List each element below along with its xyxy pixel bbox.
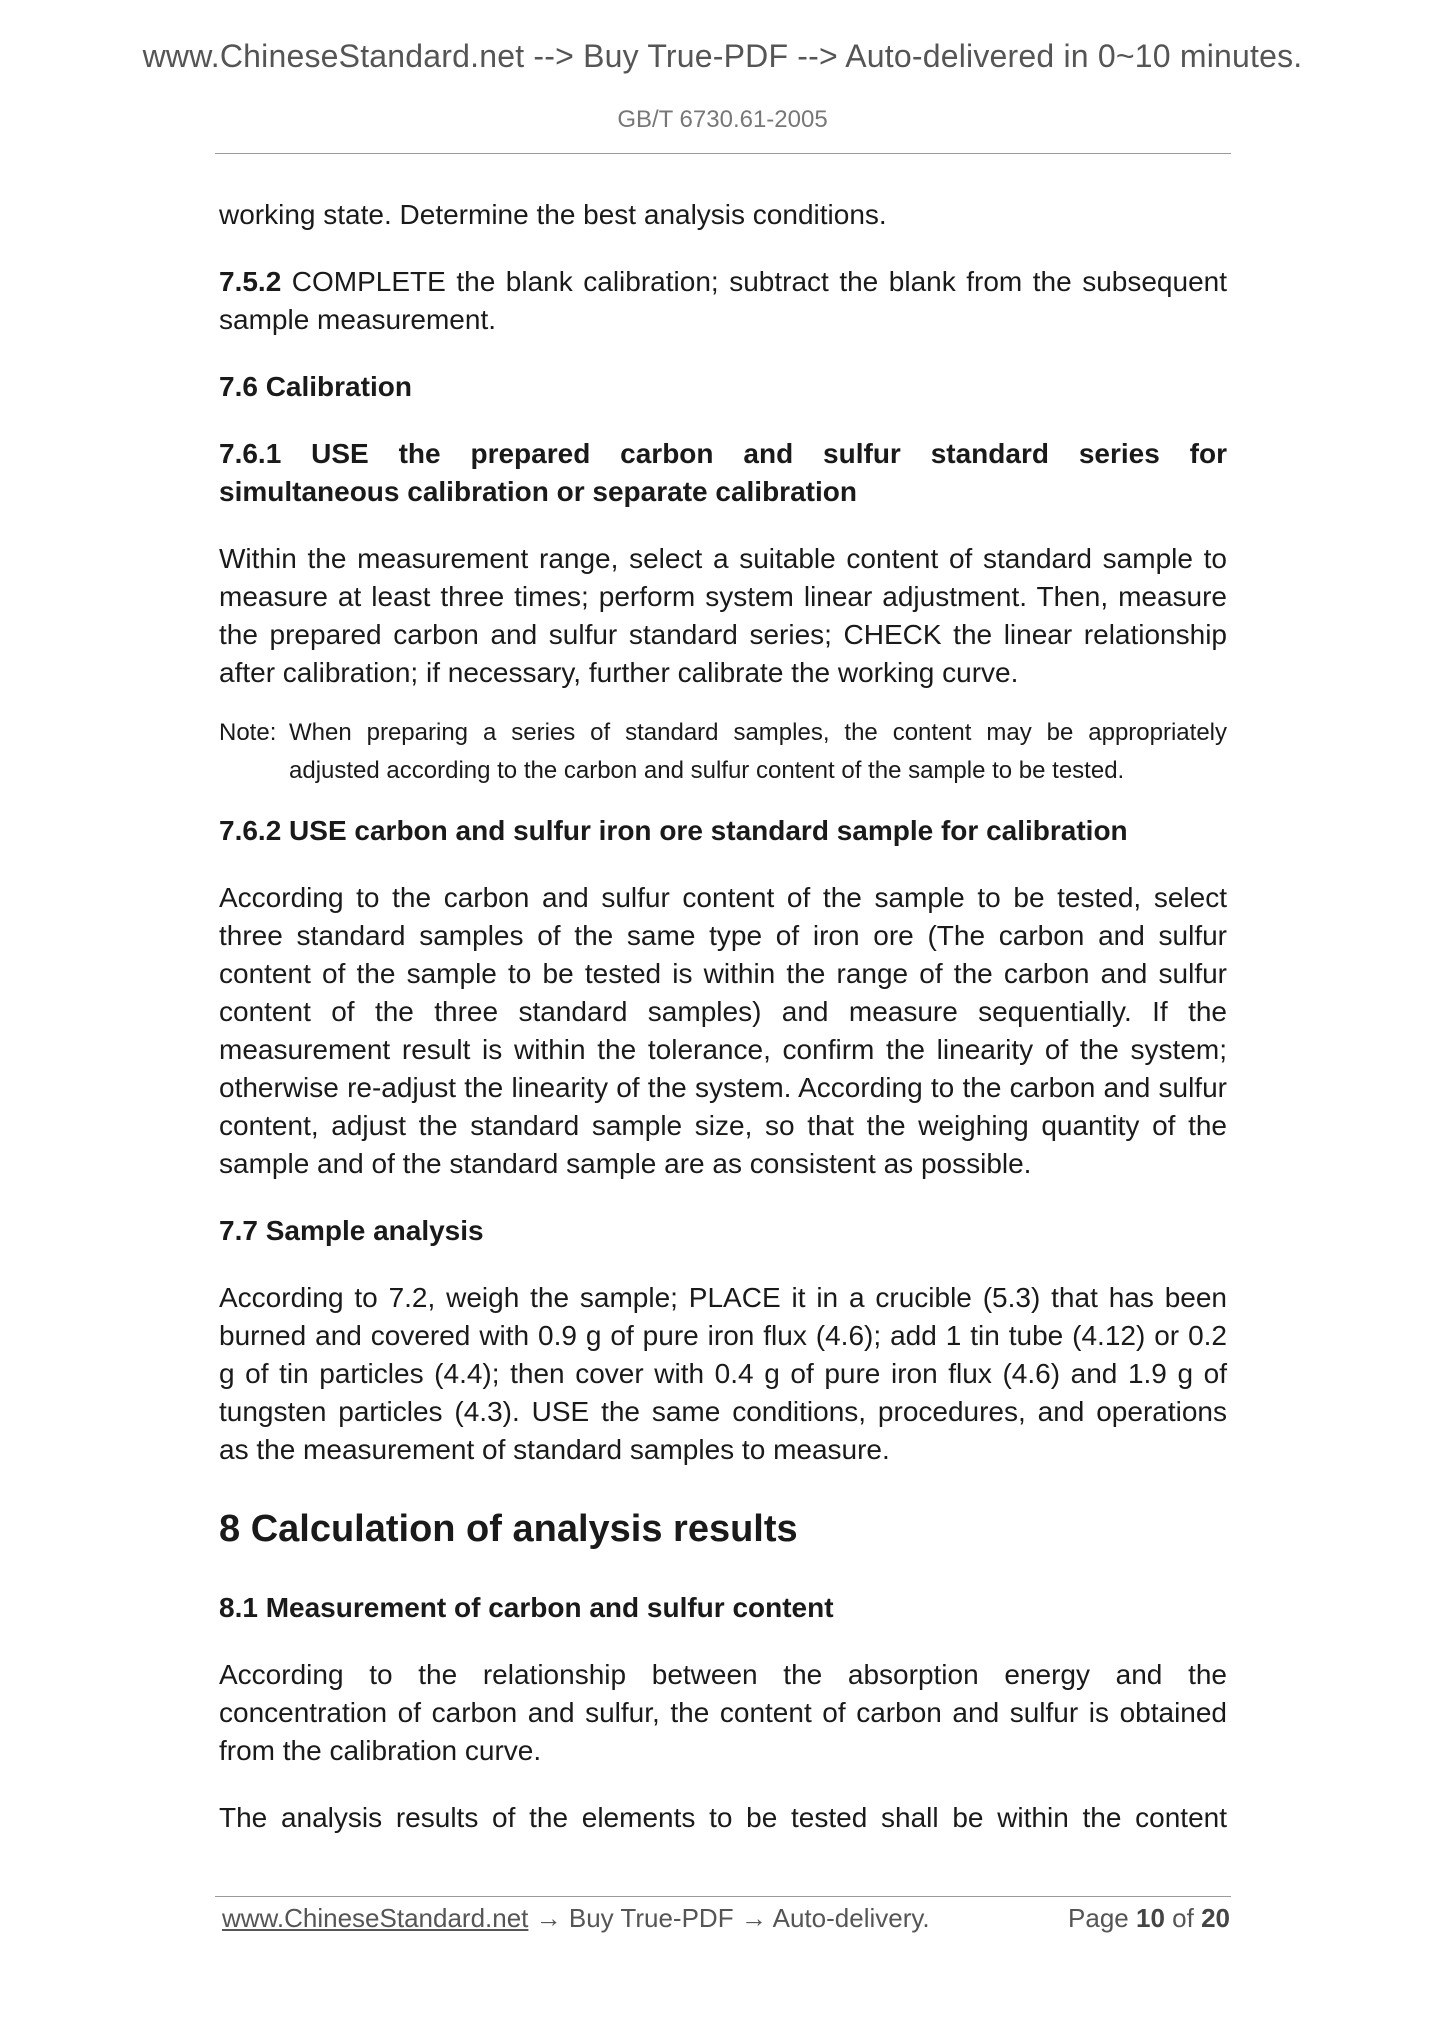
note [219, 714, 1227, 790]
page-indicator [1068, 1900, 1230, 1936]
heading-7-6-2: 7.6.2 USE carbon and sulfur iron ore standard sample for calibration [219, 815, 1128, 846]
footer-delivery: Auto-delivery. [772, 1903, 930, 1933]
page-total: 20 [1201, 1903, 1230, 1933]
page-word: Page [1068, 1903, 1129, 1933]
standard-code: GB/T 6730.61-2005 [617, 106, 828, 133]
arrow-icon: → [535, 1903, 562, 1933]
top-banner: www.ChineseStandard.net --> Buy True-PDF --> Auto-delivered in 0~10 minutes. [142, 38, 1303, 74]
heading-7-6: 7.6 Calibration [219, 371, 412, 402]
paragraph-continued: working state. Determine the best analysis conditions. [219, 199, 887, 230]
clause-number: 7.5.2 [219, 266, 282, 297]
footer-left [222, 1900, 930, 1936]
arrow-icon: → [740, 1903, 767, 1933]
footer-divider [215, 1896, 1231, 1897]
footer-link[interactable]: www.ChineseStandard.net [222, 1903, 529, 1933]
footer-buy: Buy True-PDF [568, 1903, 734, 1933]
page-number: 10 [1136, 1903, 1165, 1933]
of-word: of [1172, 1903, 1194, 1933]
page-footer [222, 1900, 1230, 1936]
paragraph-7-7: According to 7.2, weigh the sample; PLACE it in a crucible (5.3) that has been burned and covered with 0.9 g of pure iron flux (4.6); add 1 tin tube (4.12) or 0.2 g of tin particles (4.4); then cover with 0.4 g of pure iron flux (4.6) and 1.9 g of tungsten particles (4.3). USE the same conditions, procedures, and operations as the measurement of standard samples to measure. [219, 1282, 1227, 1465]
heading-7-6-1 [219, 435, 1227, 511]
heading-7-7: 7.7 Sample analysis [219, 1215, 484, 1246]
paragraph-7-6-1: Within the measurement range, select a suitable content of standard sample to measure at least three times; perform system linear adjustment. Then, measure the prepared carbon and sulfur standard series; CHECK the linear relationship after calibration; if necessary, further calibrate the working curve. [219, 543, 1227, 688]
paragraph-8-1: According to the relationship between the absorption energy and the concentration of carbon and sulfur, the content of carbon and sulfur is obtained from the calibration curve. [219, 1659, 1227, 1766]
document-body [219, 196, 1227, 1837]
note-text: When preparing a series of standard samples, the content may be appropriately adjusted according to the carbon and sulfur content of the sample to be tested. [289, 719, 1227, 784]
clause-7-5-2 [219, 263, 1227, 339]
heading-line-2: simultaneous calibration or separate calibration [219, 476, 857, 507]
clause-text: COMPLETE the blank calibration; subtract the blank from the subsequent sample measurement. [219, 266, 1227, 335]
paragraph-7-6-2: According to the carbon and sulfur content of the sample to be tested, select three standard samples of the same type of iron ore (The carbon and sulfur content of the sample to be tested is within the range of the carbon and sulfur content of the three standard samples) and measure sequentially. If the measurement result is within the tolerance, confirm the linearity of the system; otherwise re-adjust the linearity of the system. According to the carbon and sulfur content, adjust the standard sample size, so that the weighing quantity of the sample and of the standard sample are as consistent as possible. [219, 882, 1227, 1179]
heading-8: 8 Calculation of analysis results [219, 1508, 798, 1550]
heading-8-1: 8.1 Measurement of carbon and sulfur content [219, 1592, 834, 1623]
header-divider [215, 153, 1231, 154]
note-label: Note: [219, 719, 277, 746]
paragraph-last: The analysis results of the elements to be tested shall be within the content [219, 1802, 1227, 1833]
heading-line-1: 7.6.1 USE the prepared carbon and sulfur standard series for [219, 438, 1227, 469]
